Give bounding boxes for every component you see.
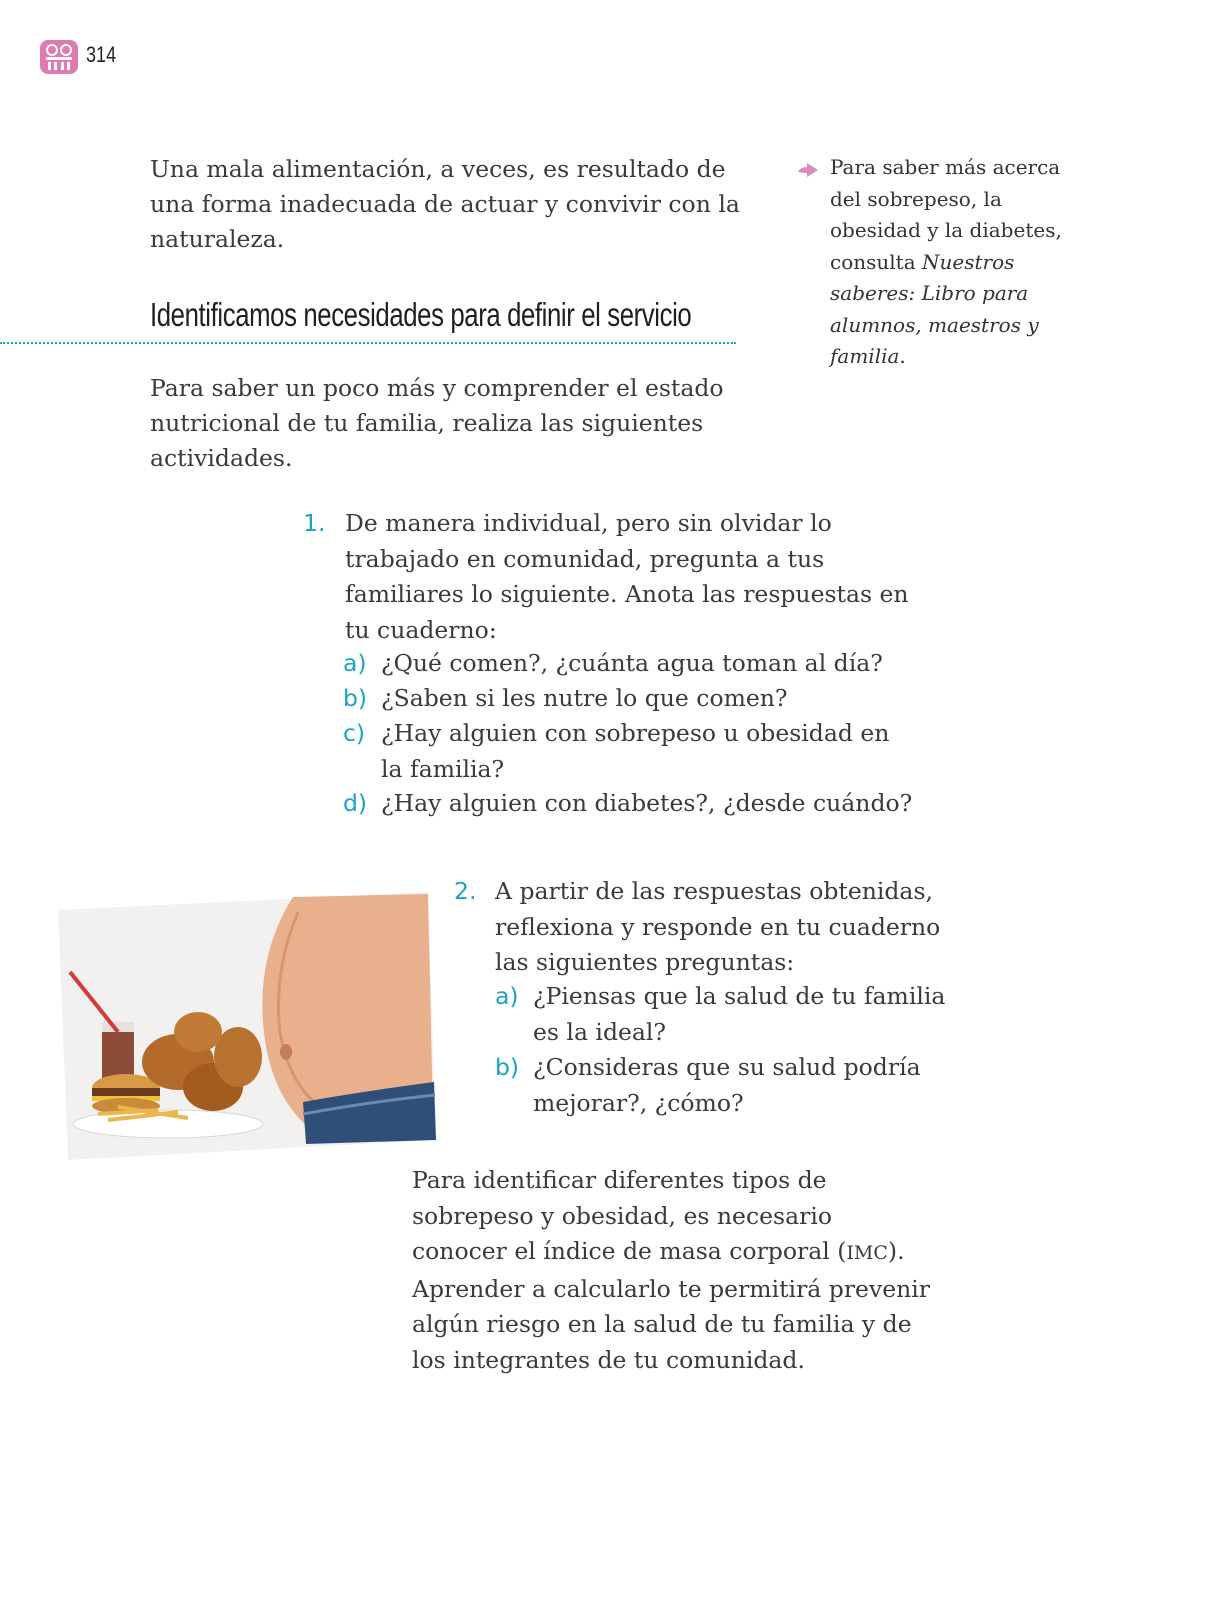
- subitem-letter: d): [343, 789, 368, 817]
- sidebar-end: .: [899, 344, 906, 368]
- subitem-letter: b): [343, 684, 368, 712]
- subitem-text: ¿Saben si les nutre lo que comen?: [381, 684, 788, 712]
- subitem-text: ¿Consideras que su salud podría mejorar?, ¿cómo?: [533, 1053, 921, 1117]
- paragraph-imc-after: ). Aprender a calcularlo te permitirá prevenir algún riesgo en la salud de tu familia y de los integrantes de tu comunidad.: [412, 1237, 931, 1374]
- paragraph-imc-before: Para identificar diferentes tipos de sobrepeso y obesidad, es necesario conocer el índice de masa corporal (: [412, 1166, 847, 1265]
- arrow-right-icon: [797, 162, 819, 182]
- subitem-letter: a): [495, 982, 519, 1010]
- subitem-text: ¿Hay alguien con diabetes?, ¿desde cuándo?: [381, 789, 913, 817]
- sidebar-text: Para saber más acerca del sobrepeso, la obesidad y la diabetes, consulta: [830, 155, 1062, 274]
- activity-text: De manera individual, pero sin olvidar lo trabajado en comunidad, pregunta a tus familiares lo siguiente. Anota las respuestas en tu cuaderno:: [345, 509, 909, 644]
- activity-number: 1.: [303, 509, 326, 537]
- junk-food-belly-photo: [58, 892, 444, 1160]
- subitem-text: ¿Qué comen?, ¿cuánta agua toman al día?: [381, 649, 883, 677]
- subitem-letter: a): [343, 649, 367, 677]
- activity-number: 2.: [454, 877, 477, 905]
- paragraph-imc: [412, 1163, 932, 1378]
- page-number: 314: [86, 42, 117, 67]
- book-logo-icon: [40, 40, 78, 74]
- imc-abbreviation: IMC: [846, 1242, 888, 1264]
- subitem-letter: c): [343, 719, 366, 747]
- subitem-letter: b): [495, 1053, 520, 1081]
- heading-divider: [0, 342, 736, 344]
- subitem-text: ¿Hay alguien con sobrepeso u obesidad en la familia?: [381, 719, 890, 783]
- activity-text: A partir de las respuestas obtenidas, reflexiona y responde en tu cuaderno las siguientes preguntas:: [495, 877, 941, 976]
- sidebar-note: [830, 152, 1080, 373]
- paragraph-intro-activities: Para saber un poco más y comprender el estado nutricional de tu familia, realiza las siguientes actividades.: [150, 374, 724, 472]
- sidebar-reference: Nuestros saberes: Libro para alumnos, maestros y familia: [830, 249, 1039, 368]
- subitem-text: ¿Piensas que la salud de tu familia es la ideal?: [533, 982, 946, 1046]
- intro-paragraph: Una mala alimentación, a veces, es resultado de una forma inadecuada de actuar y convivir con la naturaleza.: [150, 155, 740, 253]
- section-heading: Identificamos necesidades para definir el servicio: [150, 296, 692, 333]
- activity-2: [454, 874, 974, 984]
